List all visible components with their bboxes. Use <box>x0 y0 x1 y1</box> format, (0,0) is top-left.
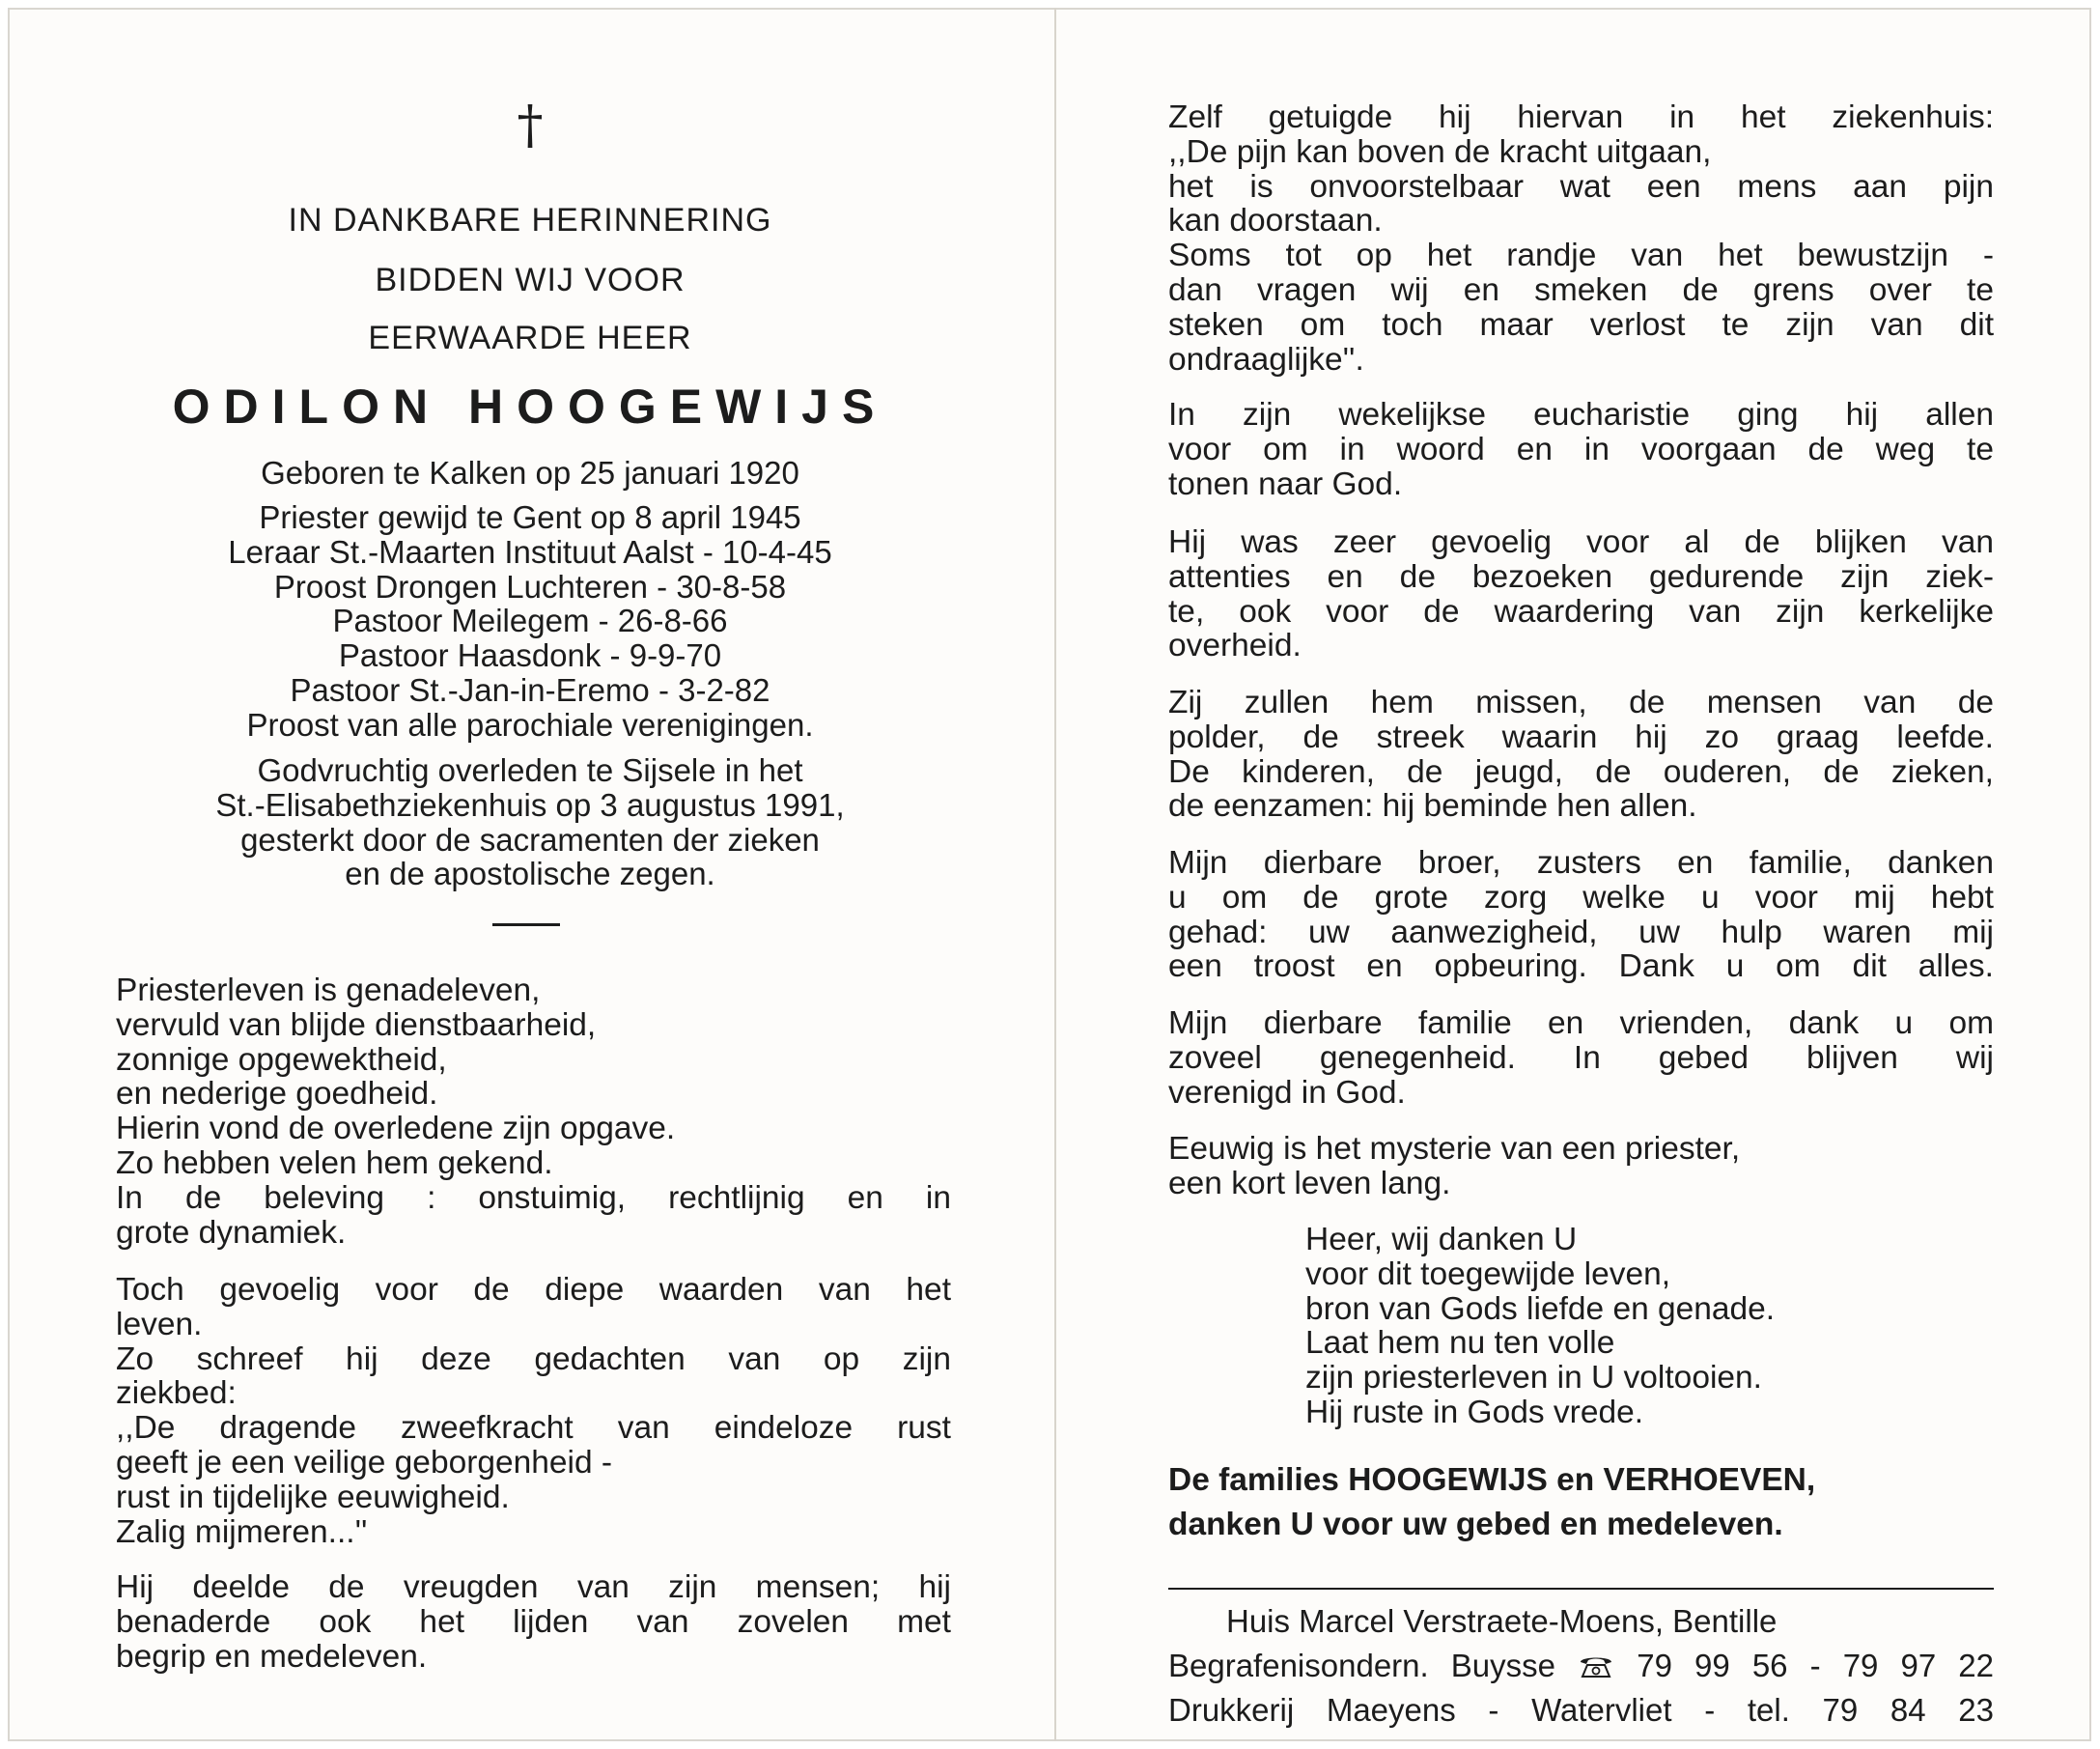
prayer-line: Hij ruste in Gods vrede. <box>1305 1394 1644 1430</box>
text-line: In zijn wekelijkse eucharistie ging hij allen <box>1168 397 1994 433</box>
text-line: en nederige goedheid. <box>116 1076 438 1113</box>
closing-prayer <box>1305 1223 1981 1430</box>
text-line: een kort leven lang. <box>1168 1165 1451 1201</box>
text-line: ,,De pijn kan boven de kracht uitgaan, <box>1168 133 1712 170</box>
text-line: voor om in woord en in voorgaan de weg te <box>1168 431 1994 467</box>
text-line: Priesterleven is genadeleven, <box>116 973 541 1008</box>
text-line: de eenzamen: hij beminde hen allen. <box>1168 788 1697 825</box>
text-line: Hij was zeer gevoelig voor al de blijken van <box>1168 524 1994 560</box>
heading-line-1: IN DANKBARE HERINNERING <box>288 202 772 239</box>
birth-text: Geboren te Kalken op 25 januari 1920 <box>261 455 799 491</box>
thanks-line: danken U voor uw gebed en medeleven. <box>1168 1507 1783 1542</box>
footer-divider <box>1168 1588 1994 1590</box>
text-line: Mijn dierbare familie en vrienden, dank u om <box>1168 1005 1994 1041</box>
card-fold-line <box>1054 8 1056 1741</box>
career-item: Pastoor Haasdonk - 9-9-70 <box>338 637 722 674</box>
family-thanks <box>1168 1458 1994 1547</box>
prayer-line: Heer, wij danken U <box>1305 1222 1578 1257</box>
career-item: Proost van alle parochiale verenigingen. <box>246 706 814 743</box>
right-paragraph-1 <box>1168 100 1994 377</box>
text-line: Zo schreef hij deze gedachten van op zijn <box>116 1340 951 1377</box>
text-line: Zij zullen hem missen, de mensen van de <box>1168 685 1994 720</box>
text-line: Hij deelde de vreugden van zijn mensen; hij <box>116 1569 951 1605</box>
prayer-line: bron van Gods liefde en genade. <box>1305 1290 1776 1327</box>
text-line: In de beleving : onstuimig, rechtlijnig en in <box>116 1179 951 1216</box>
death-line: en de apostolische zegen. <box>345 856 715 892</box>
text-line: het is onvoorstelbaar wat een mens aan pijn <box>1168 168 1994 205</box>
right-paragraph-5 <box>1168 846 1994 984</box>
text-line: geeft je een veilige geborgenheid - <box>116 1444 613 1481</box>
right-paragraph-6 <box>1168 1006 1994 1110</box>
text-line: Eeuwig is het mysterie van een priester, <box>1168 1131 1741 1167</box>
text-line: Mijn dierbare broer, zusters en familie, danken <box>1168 845 1994 881</box>
text-line: ondraaglijke''. <box>1168 341 1364 378</box>
prayer-line: voor dit toegewijde leven, <box>1305 1255 1671 1292</box>
text-line: tonen naar God. <box>1168 465 1403 502</box>
text-line: Toch gevoelig voor de diepe waarden van het <box>116 1272 951 1308</box>
right-paragraph-2 <box>1168 398 1994 501</box>
career-item: Pastoor Meilegem - 26-8-66 <box>332 603 728 639</box>
text-line: dan vragen wij en smeken de grens over te <box>1168 271 1994 308</box>
career-item: Priester gewijd te Gent op 8 april 1945 <box>259 499 801 535</box>
text-line: zoveel genegenheid. In gebed blijven wij <box>1168 1039 1994 1076</box>
death-line: gesterkt door de sacramenten der zieken <box>240 821 820 858</box>
left-paragraph-2 <box>116 1273 951 1549</box>
right-paragraph-7 <box>1168 1132 1994 1201</box>
text-line: attenties en de bezoeken gedurende zijn ziek- <box>1168 558 1994 595</box>
text-line: ziekbed: <box>116 1375 237 1412</box>
text-line: benaderde ook het lijden van zovelen met <box>116 1603 951 1640</box>
text-line: grote dynamiek. <box>116 1214 347 1251</box>
funeral-home: Huis Marcel Verstraete-Moens, Bentille <box>1226 1603 1778 1639</box>
text-line: te, ook voor de waardering van zijn kerkelijke <box>1168 593 1994 630</box>
left-paragraph-1 <box>116 973 951 1250</box>
prayer-line: Laat hem nu ten volle <box>1305 1325 1615 1362</box>
text-line: De kinderen, de jeugd, de ouderen, de zieken, <box>1168 753 1994 790</box>
text-line: ,,De dragende zweefkracht van eindeloze rust <box>116 1410 951 1447</box>
telephone-icon <box>1578 1653 1614 1678</box>
right-paragraph-4 <box>1168 686 1994 824</box>
cross-icon: † <box>517 95 544 155</box>
deceased-name: ODILON HOOGEWIJS <box>172 380 888 434</box>
section-divider <box>492 923 560 926</box>
text-line: gehad: uw aanwezigheid, uw hulp waren mij <box>1168 914 1994 950</box>
text-line: polder, de streek waarin hij zo graag leefde. <box>1168 719 1994 755</box>
text-line: overheid. <box>1168 628 1302 664</box>
career-item: Proost Drongen Luchteren - 30-8-58 <box>273 568 787 605</box>
text-line: begrip en medeleven. <box>116 1638 428 1675</box>
text-line: Zelf getuigde hij hiervan in het ziekenhuis: <box>1168 99 1994 135</box>
text-line: u om de grote zorg welke u voor mij hebt <box>1168 879 1994 916</box>
undertaker-phone: 79 99 56 - 79 97 22 <box>1637 1648 1995 1683</box>
text-line: zonnige opgewektheid, <box>116 1041 447 1078</box>
text-line: kan doorstaan. <box>1168 203 1383 240</box>
right-paragraph-3 <box>1168 525 1994 663</box>
career-item: Leraar St.-Maarten Instituut Aalst - 10-4-45 <box>228 533 832 570</box>
text-line: rust in tijdelijke eeuwigheid. <box>116 1479 510 1515</box>
death-line: St.-Elisabethziekenhuis op 3 augustus 1991, <box>215 786 845 823</box>
birth-line <box>106 456 954 491</box>
text-line: Zalig mijmeren...'' <box>116 1513 368 1550</box>
heading-line-2: BIDDEN WIJ VOOR <box>375 262 686 298</box>
text-line: Hierin vond de overledene zijn opgave. <box>116 1111 676 1147</box>
career-list <box>106 500 954 743</box>
text-line: leven. <box>116 1306 203 1342</box>
left-paragraph-3 <box>116 1570 951 1674</box>
prayer-line: zijn priesterleven in U voltooien. <box>1305 1360 1762 1396</box>
career-item: Pastoor St.-Jan-in-Eremo - 3-2-82 <box>290 671 770 708</box>
undertaker-name: Begrafenisondern. Buysse <box>1168 1648 1555 1683</box>
text-line: een troost en opbeuring. Dank u om dit alles. <box>1168 948 1994 985</box>
text-line: verenigd in God. <box>1168 1074 1406 1111</box>
text-line: steken om toch maar verlost te zijn van dit <box>1168 306 1994 343</box>
text-line: Zo hebben velen hem gekend. <box>116 1144 553 1181</box>
death-notice <box>106 753 954 891</box>
text-line: Soms tot op het randje van het bewustzijn - <box>1168 238 1994 274</box>
print-shop: Drukkerij Maeyens - Watervliet - tel. 79 84 23 <box>1168 1692 1994 1728</box>
printer-info <box>1168 1599 1994 1733</box>
text-line: vervuld van blijde dienstbaarheid, <box>116 1006 597 1043</box>
death-line: Godvruchtig overleden te Sijsele in het <box>257 752 803 788</box>
thanks-line: De families HOOGEWIJS en VERHOEVEN, <box>1168 1462 1816 1498</box>
heading-line-3: EERWAARDE HEER <box>368 320 692 356</box>
undertaker-row <box>1168 1644 1994 1688</box>
